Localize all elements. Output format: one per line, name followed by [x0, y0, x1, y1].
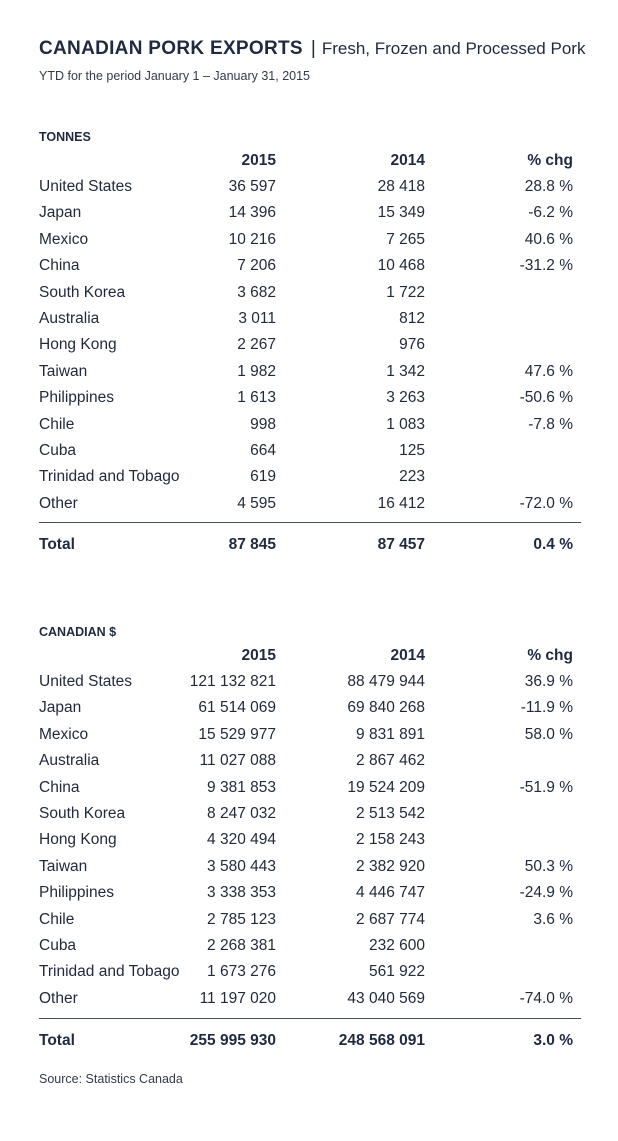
value-2014-cell: 2 382 920	[356, 857, 425, 875]
value-2015-cell: 3 580 443	[207, 857, 276, 875]
value-2014-cell: 28 418	[377, 178, 425, 195]
value-2014-cell: 2 513 542	[356, 805, 425, 823]
pct-chg-cell: -31.2 %	[519, 257, 573, 275]
total-pct-chg: 0.4 %	[533, 536, 573, 554]
table-row	[39, 854, 581, 880]
table-row	[39, 748, 581, 774]
table-row	[39, 722, 581, 748]
total-row	[39, 1028, 581, 1054]
value-2014-cell: 223	[399, 468, 425, 486]
value-2015-cell: 11 027 088	[199, 752, 276, 770]
value-2014-cell: 812	[399, 310, 425, 328]
pct-chg-cell: 36.9 %	[524, 673, 573, 690]
total-row	[39, 532, 581, 558]
column-header-2015: 2015	[241, 647, 276, 664]
table-row	[39, 669, 581, 695]
value-2015-cell: 10 216	[228, 230, 276, 248]
value-2014-cell: 976	[399, 336, 425, 354]
dollars-table	[39, 643, 581, 1012]
value-2015-cell: 1 673 276	[207, 963, 276, 981]
table-row	[39, 491, 581, 517]
pct-chg-cell	[425, 306, 573, 332]
country-cell: Other	[39, 989, 78, 1007]
country-cell: China	[39, 778, 80, 796]
country-cell: Chile	[39, 415, 75, 433]
table-row	[39, 801, 581, 827]
country-cell: Hong Kong	[39, 336, 117, 354]
country-cell: South Korea	[39, 283, 126, 301]
value-2014-cell: 2 867 462	[356, 752, 425, 770]
value-2014-cell: 88 479 944	[347, 673, 425, 690]
column-header-2014: 2014	[390, 647, 425, 664]
title-subtitle: Fresh, Frozen and Processed Pork	[321, 39, 586, 58]
table-row	[39, 775, 581, 801]
value-2014-cell: 7 265	[386, 230, 425, 248]
country-cell: Japan	[39, 699, 82, 717]
value-2014-cell: 4 446 747	[356, 884, 425, 902]
value-2014-cell: 1 722	[386, 283, 425, 301]
value-2014-cell: 19 524 209	[347, 778, 425, 796]
pct-chg-cell: -7.8 %	[528, 415, 573, 433]
table-row	[39, 280, 581, 306]
country-cell: Taiwan	[39, 362, 88, 380]
tonnes-label: TONNES	[39, 130, 91, 144]
pct-chg-cell: -11.9 %	[520, 699, 573, 717]
value-2014-cell: 561 922	[368, 963, 425, 981]
column-header-2015: 2015	[241, 152, 276, 169]
value-2015-cell: 2 785 123	[207, 910, 276, 928]
divider	[39, 1018, 581, 1019]
country-cell: Australia	[39, 310, 100, 328]
table-row	[39, 306, 581, 332]
table-row	[39, 253, 581, 279]
value-2015-cell: 61 514 069	[198, 699, 276, 717]
country-cell: Cuba	[39, 442, 77, 460]
pct-chg-cell: 40.6 %	[524, 230, 573, 248]
value-2014-cell: 15 349	[377, 204, 425, 222]
pct-chg-cell	[425, 748, 573, 774]
table-row	[39, 827, 581, 853]
value-2014-cell: 2 687 774	[356, 910, 425, 928]
value-2014-cell: 125	[399, 442, 425, 460]
title-main: CANADIAN PORK EXPORTS	[39, 38, 303, 59]
value-2014-cell: 232 600	[368, 937, 425, 955]
country-cell: United States	[39, 673, 133, 690]
value-2015-cell: 619	[250, 468, 276, 486]
period-label: YTD for the period January 1 – January 31, 2015	[39, 69, 310, 83]
country-cell: Trinidad and Tobago	[39, 963, 180, 981]
table-row	[39, 412, 581, 438]
pct-chg-cell: -51.9 %	[519, 778, 573, 796]
column-header-country	[39, 148, 189, 174]
country-cell: South Korea	[39, 805, 126, 823]
country-cell: Mexico	[39, 230, 89, 248]
country-cell: Cuba	[39, 937, 77, 955]
value-2015-cell: 1 613	[237, 389, 276, 407]
source-note: Source: Statistics Canada	[39, 1072, 183, 1086]
value-2015-cell: 2 268 381	[207, 937, 276, 955]
country-cell: Philippines	[39, 389, 114, 407]
pct-chg-cell: -74.0 %	[519, 989, 573, 1007]
value-2014-cell: 1 083	[386, 415, 425, 433]
pct-chg-cell	[425, 464, 573, 490]
value-2015-cell: 121 132 821	[189, 673, 276, 690]
title-separator: |	[310, 38, 316, 59]
dollars-label: CANADIAN $	[39, 625, 117, 639]
value-2015-cell: 4 320 494	[207, 831, 276, 849]
pct-chg-cell	[425, 933, 573, 959]
column-header-pct-chg: % chg	[527, 647, 573, 664]
table-row	[39, 907, 581, 933]
pct-chg-cell: -72.0 %	[519, 494, 573, 512]
country-cell: United States	[39, 178, 133, 195]
country-cell: Trinidad and Tobago	[39, 468, 180, 486]
value-2015-cell: 8 247 032	[207, 805, 276, 823]
country-cell: Taiwan	[39, 857, 88, 875]
value-2015-cell: 664	[250, 442, 276, 460]
value-2014-cell: 2 158 243	[356, 831, 425, 849]
pct-chg-cell: 47.6 %	[524, 362, 573, 380]
pct-chg-cell: -24.9 %	[519, 884, 573, 902]
country-cell: China	[39, 257, 80, 275]
table-header-row	[39, 148, 581, 174]
value-2015-cell: 3 682	[237, 283, 276, 301]
pct-chg-cell	[425, 332, 573, 358]
pct-chg-cell: -6.2 %	[528, 204, 573, 222]
pct-chg-cell: 28.8 %	[524, 178, 573, 195]
value-2014-cell: 3 263	[386, 389, 425, 407]
total-label: Total	[39, 1032, 75, 1050]
total-2015: 255 995 930	[189, 1032, 276, 1050]
total-2015: 87 845	[228, 536, 276, 554]
country-cell: Japan	[39, 204, 82, 222]
page-title	[39, 38, 585, 60]
table-row	[39, 880, 581, 906]
country-cell: Hong Kong	[39, 831, 117, 849]
column-header-pct-chg: % chg	[527, 152, 573, 169]
value-2014-cell: 69 840 268	[347, 699, 425, 717]
table-row	[39, 332, 581, 358]
table-row	[39, 359, 581, 385]
table-row	[39, 385, 581, 411]
total-2014: 248 568 091	[338, 1032, 425, 1050]
value-2015-cell: 3 011	[238, 310, 276, 328]
country-cell: Other	[39, 494, 78, 512]
table-row	[39, 227, 581, 253]
country-cell: Mexico	[39, 725, 89, 743]
value-2014-cell: 1 342	[386, 362, 425, 380]
value-2015-cell: 14 396	[228, 204, 276, 222]
value-2015-cell: 3 338 353	[207, 884, 276, 902]
value-2015-cell: 1 982	[237, 362, 276, 380]
value-2015-cell: 11 197 020	[199, 989, 276, 1007]
value-2015-cell: 7 206	[237, 257, 276, 275]
pct-chg-cell: 50.3 %	[524, 857, 573, 875]
value-2015-cell: 2 267	[237, 336, 276, 354]
table-row	[39, 959, 581, 985]
table-row	[39, 464, 581, 490]
pct-chg-cell	[425, 959, 573, 985]
value-2015-cell: 9 381 853	[207, 778, 276, 796]
value-2014-cell: 16 412	[377, 494, 425, 512]
pct-chg-cell: 58.0 %	[524, 725, 573, 743]
value-2015-cell: 4 595	[237, 494, 276, 512]
table-row	[39, 986, 581, 1012]
value-2015-cell: 998	[250, 415, 276, 433]
table-row	[39, 695, 581, 721]
tonnes-section	[39, 129, 581, 558]
table-header-row	[39, 643, 581, 669]
country-cell: Australia	[39, 752, 100, 770]
country-cell: Philippines	[39, 884, 114, 902]
total-pct-chg: 3.0 %	[533, 1032, 573, 1050]
column-header-country	[39, 643, 189, 669]
value-2014-cell: 43 040 569	[347, 989, 425, 1007]
value-2014-cell: 10 468	[377, 257, 425, 275]
value-2015-cell: 36 597	[228, 178, 276, 195]
value-2014-cell: 9 831 891	[356, 725, 425, 743]
pct-chg-cell: 3.6 %	[533, 910, 573, 928]
country-cell: Chile	[39, 910, 75, 928]
total-label: Total	[39, 536, 75, 554]
tonnes-table	[39, 148, 581, 517]
table-row	[39, 438, 581, 464]
table-row	[39, 174, 581, 200]
dollars-section	[39, 624, 581, 1054]
table-row	[39, 200, 581, 226]
column-header-2014: 2014	[390, 152, 425, 169]
value-2015-cell: 15 529 977	[198, 725, 276, 743]
pct-chg-cell	[425, 801, 573, 827]
pct-chg-cell: -50.6 %	[519, 389, 573, 407]
divider	[39, 522, 581, 523]
table-row	[39, 933, 581, 959]
total-2014: 87 457	[377, 536, 425, 554]
pct-chg-cell	[425, 280, 573, 306]
pct-chg-cell	[425, 827, 573, 853]
pct-chg-cell	[425, 438, 573, 464]
